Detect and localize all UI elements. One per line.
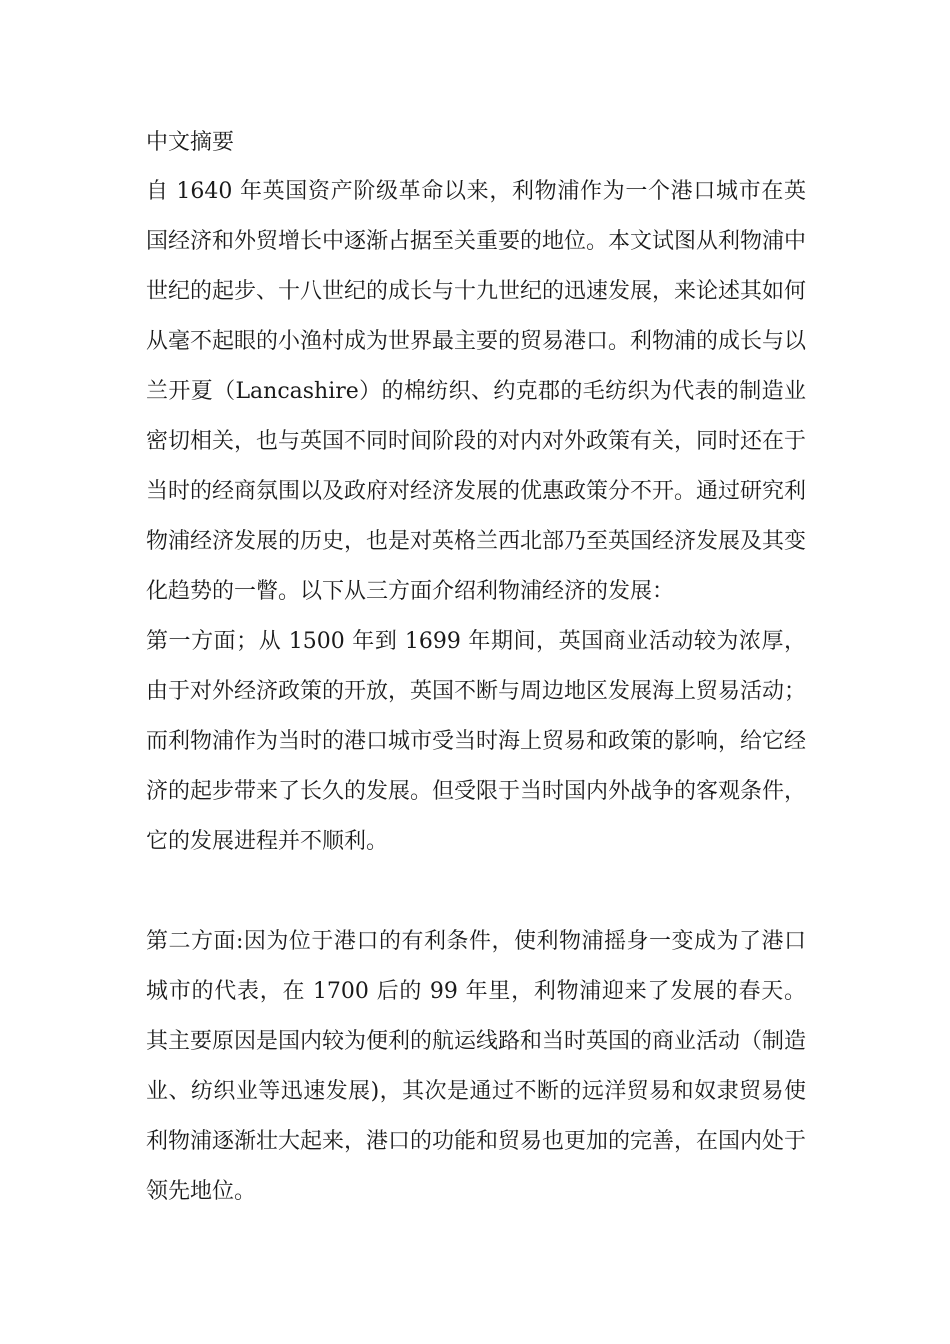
paragraph-spacer — [146, 867, 806, 917]
document-body — [146, 121, 806, 1217]
paragraph-intro: 自 1640 年英国资产阶级革命以来，利物浦作为一个港口城市在英国经济和外贸增长中逐渐占据至关重要的地位。本文试图从利物浦中世纪的起步、十八世纪的成长与十九世纪的迅速发展，来论述其如何从毫不起眼的小渔村成为世界最主要的贸易港口。利物浦的成长与以兰开夏（Lancashire）的棉纺织、约克郡的毛纺织为代表的制造业密切相关，也与英国不同时间阶段的对内对外政策有关，同时还在于当时的经商氛围以及政府对经济发展的优惠政策分不开。通过研究利物浦经济发展的历史，也是对英格兰西北部乃至英国经济发展及其变化趋势的一瞥。以下从三方面介绍利物浦经济的发展： — [146, 179, 807, 604]
paragraph-first-aspect: 第一方面；从 1500 年到 1699 年期间，英国商业活动较为浓厚，由于对外经济政策的开放，英国不断与周边地区发展海上贸易活动；而利物浦作为当时的港口城市受当时海上贸易和政策的影响，给它经济的起步带来了长久的发展。但受限于当时国内外战争的客观条件，它的发展进程并不顺利。 — [146, 629, 807, 854]
paragraph-second-aspect: 第二方面:因为位于港口的有利条件，使利物浦摇身一变成为了港口城市的代表，在 1700 后的 99 年里，利物浦迎来了发展的春天。其主要原因是国内较为便利的航运线路和当时英国的商业活动（制造业、纺织业等迅速发展)，其次是通过不断的远洋贸易和奴隶贸易使利物浦逐渐壮大起来，港口的功能和贸易也更加的完善，在国内处于领先地位。 — [146, 929, 807, 1204]
abstract-heading: 中文摘要 — [146, 130, 235, 155]
